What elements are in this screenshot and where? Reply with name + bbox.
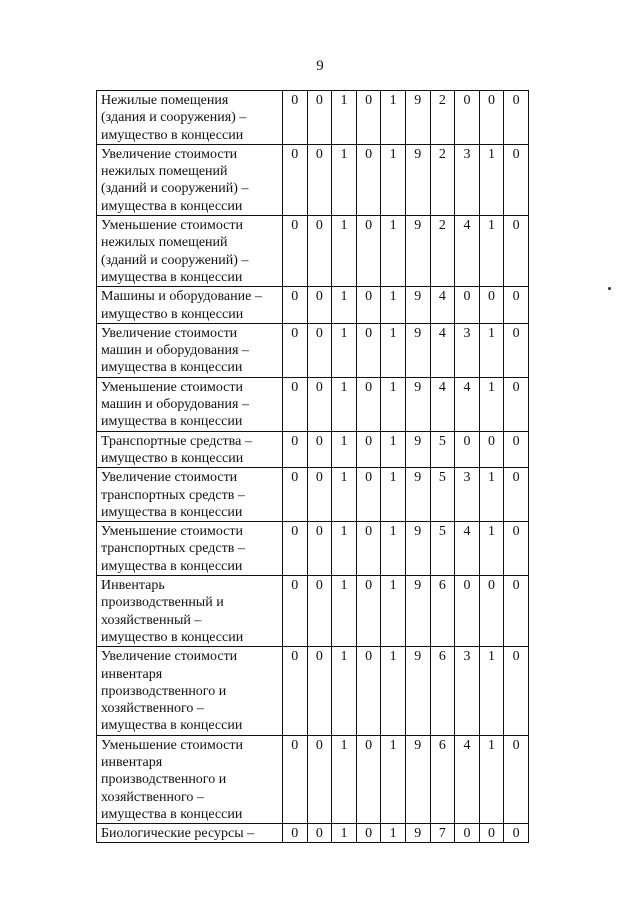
code-digit-cell: 3 [455,647,480,735]
code-digit-cell: 0 [307,735,332,823]
code-digit-cell: 0 [356,824,381,843]
code-digit-cell: 1 [479,216,504,287]
code-digit-cell: 0 [479,91,504,145]
code-digit-cell: 1 [381,377,406,431]
table-body [97,91,529,843]
table-row [97,144,529,215]
code-digit-cell: 0 [307,377,332,431]
code-digit-cell: 0 [307,323,332,377]
code-digit-cell: 2 [430,91,455,145]
code-digit-cell: 1 [381,216,406,287]
code-digit-cell: 0 [504,91,529,145]
code-digit-cell: 0 [307,144,332,215]
code-digit-cell: 0 [455,91,480,145]
code-digit-cell: 9 [405,287,430,324]
code-digit-cell: 1 [381,735,406,823]
table-row [97,522,529,576]
code-digit-cell: 9 [405,468,430,522]
code-digit-cell: 2 [430,144,455,215]
code-digit-cell: 0 [307,647,332,735]
code-digit-cell: 0 [307,287,332,324]
code-digit-cell: 4 [455,377,480,431]
code-digit-cell: 0 [283,431,308,468]
code-digit-cell: 0 [455,824,480,843]
table-row [97,377,529,431]
table-row [97,576,529,647]
code-digit-cell: 7 [430,824,455,843]
code-digit-cell: 5 [430,522,455,576]
code-digit-cell: 1 [332,216,357,287]
code-digit-cell: 4 [455,735,480,823]
account-name-cell: Транспортные средства – имущество в концессии [97,431,283,468]
code-digit-cell: 4 [430,323,455,377]
account-name-cell: Биологические ресурсы – [97,824,283,843]
table-row [97,287,529,324]
code-digit-cell: 9 [405,647,430,735]
code-digit-cell: 0 [283,323,308,377]
code-digit-cell: 1 [381,522,406,576]
code-digit-cell: 1 [332,576,357,647]
code-digit-cell: 1 [381,287,406,324]
table-row [97,431,529,468]
code-digit-cell: 3 [455,323,480,377]
code-digit-cell: 9 [405,522,430,576]
code-digit-cell: 0 [283,576,308,647]
code-digit-cell: 0 [307,576,332,647]
code-digit-cell: 4 [455,216,480,287]
code-digit-cell: 4 [430,287,455,324]
code-digit-cell: 3 [455,468,480,522]
code-digit-cell: 0 [356,144,381,215]
code-digit-cell: 0 [283,735,308,823]
code-digit-cell: 1 [332,287,357,324]
code-digit-cell: 1 [332,377,357,431]
code-digit-cell: 1 [479,323,504,377]
scan-speck [608,287,611,290]
code-digit-cell: 0 [479,824,504,843]
code-digit-cell: 0 [356,377,381,431]
code-digit-cell: 2 [430,216,455,287]
code-digit-cell: 0 [283,287,308,324]
code-digit-cell: 1 [381,647,406,735]
code-digit-cell: 0 [356,576,381,647]
account-name-cell: Уменьшение стоимости инвентаря производственного и хозяйственного – имущества в концессии [97,735,283,823]
code-digit-cell: 0 [356,323,381,377]
code-digit-cell: 0 [479,576,504,647]
code-digit-cell: 1 [332,468,357,522]
code-digit-cell: 0 [283,468,308,522]
code-digit-cell: 3 [455,144,480,215]
table-row [97,647,529,735]
code-digit-cell: 9 [405,216,430,287]
code-digit-cell: 9 [405,431,430,468]
code-digit-cell: 0 [504,735,529,823]
code-digit-cell: 0 [504,323,529,377]
code-digit-cell: 1 [381,824,406,843]
code-digit-cell: 9 [405,91,430,145]
code-digit-cell: 1 [381,144,406,215]
account-name-cell: Уменьшение стоимости нежилых помещений (зданий и сооружений) – имущества в концессии [97,216,283,287]
code-digit-cell: 1 [332,522,357,576]
code-digit-cell: 0 [307,824,332,843]
code-digit-cell: 0 [307,216,332,287]
code-digit-cell: 0 [504,216,529,287]
table-row [97,91,529,145]
code-digit-cell: 9 [405,576,430,647]
code-digit-cell: 1 [332,647,357,735]
code-digit-cell: 0 [455,576,480,647]
code-digit-cell: 0 [504,431,529,468]
code-digit-cell: 6 [430,576,455,647]
code-digit-cell: 0 [356,735,381,823]
account-name-cell: Увеличение стоимости инвентаря производственного и хозяйственного – имущества в концессии [97,647,283,735]
account-name-cell: Инвентарь производственный и хозяйственный – имущество в концессии [97,576,283,647]
account-name-cell: Машины и оборудование – имущество в концессии [97,287,283,324]
code-digit-cell: 1 [479,468,504,522]
table-row [97,824,529,843]
code-digit-cell: 1 [332,323,357,377]
code-digit-cell: 0 [356,287,381,324]
code-digit-cell: 0 [283,144,308,215]
account-name-cell: Уменьшение стоимости транспортных средств – имущества в концессии [97,522,283,576]
code-digit-cell: 9 [405,377,430,431]
account-name-cell: Нежилые помещения (здания и сооружения) – имущество в концессии [97,91,283,145]
code-digit-cell: 0 [356,647,381,735]
code-digit-cell: 5 [430,468,455,522]
code-digit-cell: 0 [504,522,529,576]
code-digit-cell: 1 [381,431,406,468]
table-row [97,468,529,522]
account-name-cell: Увеличение стоимости транспортных средств – имущества в концессии [97,468,283,522]
code-digit-cell: 1 [332,144,357,215]
code-digit-cell: 1 [332,91,357,145]
code-digit-cell: 1 [479,647,504,735]
code-digit-cell: 0 [504,377,529,431]
code-digit-cell: 0 [307,431,332,468]
code-digit-cell: 0 [307,91,332,145]
code-digit-cell: 5 [430,431,455,468]
code-digit-cell: 0 [307,468,332,522]
code-digit-cell: 0 [356,522,381,576]
code-digit-cell: 0 [356,468,381,522]
code-digit-cell: 0 [356,216,381,287]
table-row [97,735,529,823]
account-name-cell: Увеличение стоимости машин и оборудования – имущества в концессии [97,323,283,377]
code-digit-cell: 0 [504,576,529,647]
code-digit-cell: 0 [283,522,308,576]
code-digit-cell: 1 [381,323,406,377]
account-codes-table [96,90,529,843]
account-name-cell: Уменьшение стоимости машин и оборудования – имущества в концессии [97,377,283,431]
code-digit-cell: 1 [479,735,504,823]
code-digit-cell: 0 [455,431,480,468]
code-digit-cell: 0 [504,468,529,522]
code-digit-cell: 4 [455,522,480,576]
code-digit-cell: 1 [381,91,406,145]
code-digit-cell: 0 [504,144,529,215]
code-digit-cell: 9 [405,735,430,823]
code-digit-cell: 0 [356,431,381,468]
code-digit-cell: 1 [381,576,406,647]
table-row [97,216,529,287]
account-name-cell: Увеличение стоимости нежилых помещений (зданий и сооружений) – имущества в концессии [97,144,283,215]
code-digit-cell: 0 [283,824,308,843]
code-digit-cell: 9 [405,824,430,843]
code-digit-cell: 9 [405,323,430,377]
code-digit-cell: 9 [405,144,430,215]
code-digit-cell: 0 [504,647,529,735]
code-digit-cell: 0 [455,287,480,324]
code-digit-cell: 1 [479,377,504,431]
code-digit-cell: 6 [430,647,455,735]
table-row [97,323,529,377]
code-digit-cell: 0 [504,287,529,324]
code-digit-cell: 6 [430,735,455,823]
code-digit-cell: 0 [307,522,332,576]
code-digit-cell: 0 [504,824,529,843]
code-digit-cell: 0 [283,91,308,145]
code-digit-cell: 0 [283,647,308,735]
code-digit-cell: 0 [479,287,504,324]
page-number: 9 [316,58,324,74]
code-digit-cell: 1 [381,468,406,522]
code-digit-cell: 0 [283,216,308,287]
code-digit-cell: 4 [430,377,455,431]
code-digit-cell: 0 [479,431,504,468]
code-digit-cell: 1 [479,522,504,576]
code-digit-cell: 0 [283,377,308,431]
code-digit-cell: 0 [356,91,381,145]
code-digit-cell: 1 [332,431,357,468]
code-digit-cell: 1 [479,144,504,215]
code-digit-cell: 1 [332,735,357,823]
code-digit-cell: 1 [332,824,357,843]
